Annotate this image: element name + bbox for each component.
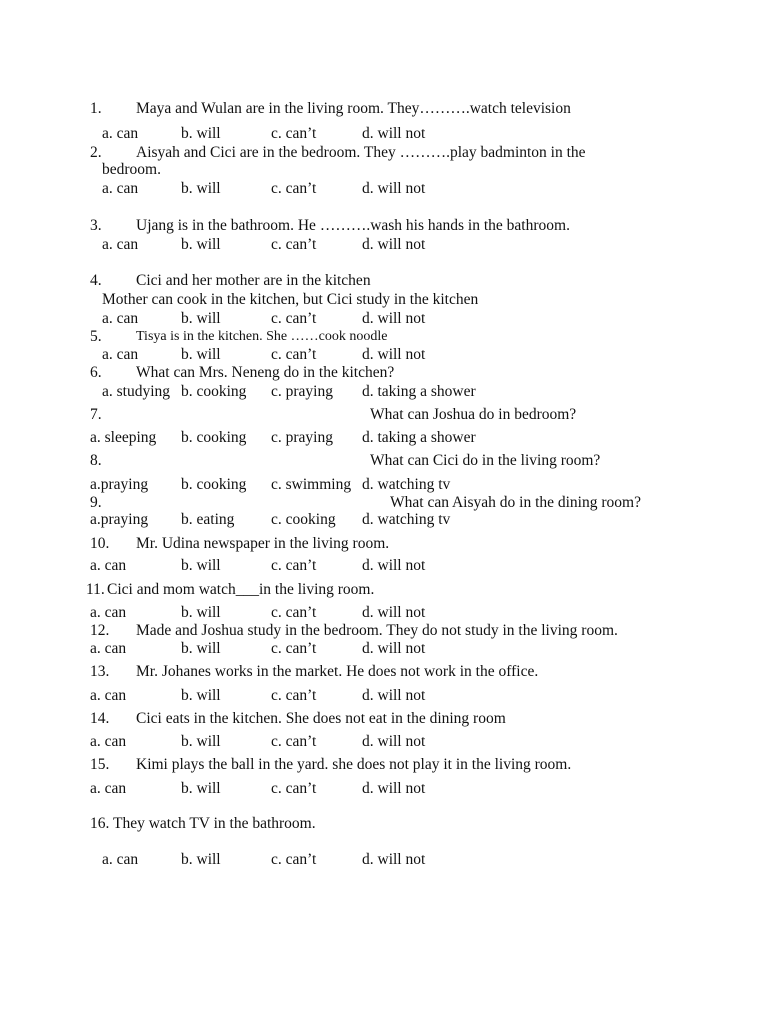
question-text: Maya and Wulan are in the living room. They……….watch television <box>136 100 571 117</box>
option-b: b. will <box>181 604 221 621</box>
question-text: Cici and her mother are in the kitchen <box>136 272 371 289</box>
option-b: b. eating <box>181 511 235 528</box>
question-number: 7. <box>90 406 102 423</box>
question-number: 2. <box>90 144 102 161</box>
option-b: b. will <box>181 733 221 750</box>
question-number: 6. <box>90 364 102 381</box>
question-number: 9. <box>90 494 102 511</box>
option-d: d. will not <box>362 640 426 657</box>
option-d: d. watching tv <box>362 476 451 493</box>
option-d: d. will not <box>362 604 426 621</box>
option-a: a.praying <box>90 511 149 528</box>
question-text: Ujang is in the bathroom. He ……….wash his hands in the bathroom. <box>136 217 570 234</box>
question-number: 11. <box>86 581 105 598</box>
option-a: a. can <box>102 236 139 253</box>
option-b: b. will <box>181 310 221 327</box>
option-b: b. will <box>181 125 221 142</box>
option-a: a. can <box>102 346 139 363</box>
option-b: b. will <box>181 180 221 197</box>
question-text: They watch TV in the bathroom. <box>113 815 316 832</box>
question-number: 5. <box>90 328 102 345</box>
option-b: b. cooking <box>181 429 247 446</box>
option-c: c. cooking <box>271 511 336 528</box>
option-c: c. can’t <box>271 604 317 621</box>
option-c: c. can’t <box>271 125 317 142</box>
question-number: 10. <box>90 535 110 552</box>
option-a: a. can <box>102 310 139 327</box>
option-a: a. can <box>90 604 127 621</box>
option-b: b. cooking <box>181 476 247 493</box>
option-c: c. can’t <box>271 236 317 253</box>
option-c: c. can’t <box>271 733 317 750</box>
option-d: d. taking a shower <box>362 383 476 400</box>
question-number: 12. <box>90 622 110 639</box>
option-c: c. can’t <box>271 557 317 574</box>
question-text: Cici eats in the kitchen. She does not eat in the dining room <box>136 710 506 727</box>
option-a: a. can <box>90 687 127 704</box>
option-a: a. can <box>90 780 127 797</box>
question-number: 14. <box>90 710 110 727</box>
question-number: 8. <box>90 452 102 469</box>
option-d: d. will not <box>362 687 426 704</box>
option-c: c. praying <box>271 429 333 446</box>
question-text: Made and Joshua study in the bedroom. They do not study in the living room. <box>136 622 618 639</box>
option-c: c. praying <box>271 383 333 400</box>
option-d: d. will not <box>362 346 426 363</box>
option-a: a. can <box>102 180 139 197</box>
question-number: 16. <box>90 815 110 832</box>
option-a: a. sleeping <box>90 429 157 446</box>
question-text: Mr. Johanes works in the market. He does not work in the office. <box>136 663 539 680</box>
question-text: What can Aisyah do in the dining room? <box>390 494 641 511</box>
option-b: b. will <box>181 687 221 704</box>
option-d: d. taking a shower <box>362 429 476 446</box>
option-d: d. will not <box>362 236 426 253</box>
option-c: c. swimming <box>271 476 352 493</box>
option-b: b. cooking <box>181 383 247 400</box>
question-text: What can Joshua do in bedroom? <box>370 406 577 423</box>
question-number: 1. <box>90 100 102 117</box>
question-text-continued: bedroom. <box>102 161 161 178</box>
option-b: b. will <box>181 236 221 253</box>
option-a: a. can <box>102 851 139 868</box>
option-c: c. can’t <box>271 346 317 363</box>
option-a: a. can <box>102 125 139 142</box>
option-b: b. will <box>181 780 221 797</box>
option-b: b. will <box>181 640 221 657</box>
option-b: b. will <box>181 851 221 868</box>
option-d: d. will not <box>362 310 426 327</box>
option-d: d. will not <box>362 851 426 868</box>
option-a: a. can <box>90 557 127 574</box>
option-a: a.praying <box>90 476 149 493</box>
question-number: 13. <box>90 663 110 680</box>
option-c: c. can’t <box>271 851 317 868</box>
option-c: c. can’t <box>271 640 317 657</box>
question-number: 3. <box>90 217 102 234</box>
question-text: Tisya is in the kitchen. She ……cook noodle <box>136 329 388 344</box>
question-text: Kimi plays the ball in the yard. she does not play it in the living room. <box>136 756 572 773</box>
question-text-continued: Mother can cook in the kitchen, but Cici study in the kitchen <box>102 291 479 308</box>
option-d: d. watching tv <box>362 511 451 528</box>
option-d: d. will not <box>362 180 426 197</box>
option-a: a. studying <box>102 383 171 400</box>
question-text: Aisyah and Cici are in the bedroom. They ……….play badminton in the <box>136 144 586 161</box>
question-number: 15. <box>90 756 110 773</box>
question-text: What can Mrs. Neneng do in the kitchen? <box>136 364 395 381</box>
option-c: c. can’t <box>271 180 317 197</box>
question-text: Mr. Udina newspaper in the living room. <box>136 535 390 552</box>
option-c: c. can’t <box>271 310 317 327</box>
option-a: a. can <box>90 733 127 750</box>
option-d: d. will not <box>362 780 426 797</box>
option-d: d. will not <box>362 125 426 142</box>
question-text: What can Cici do in the living room? <box>370 452 601 469</box>
option-c: c. can’t <box>271 687 317 704</box>
option-c: c. can’t <box>271 780 317 797</box>
option-d: d. will not <box>362 733 426 750</box>
option-a: a. can <box>90 640 127 657</box>
option-b: b. will <box>181 346 221 363</box>
question-number: 4. <box>90 272 102 289</box>
question-text: Cici and mom watch___in the living room. <box>107 581 375 598</box>
option-d: d. will not <box>362 557 426 574</box>
option-b: b. will <box>181 557 221 574</box>
